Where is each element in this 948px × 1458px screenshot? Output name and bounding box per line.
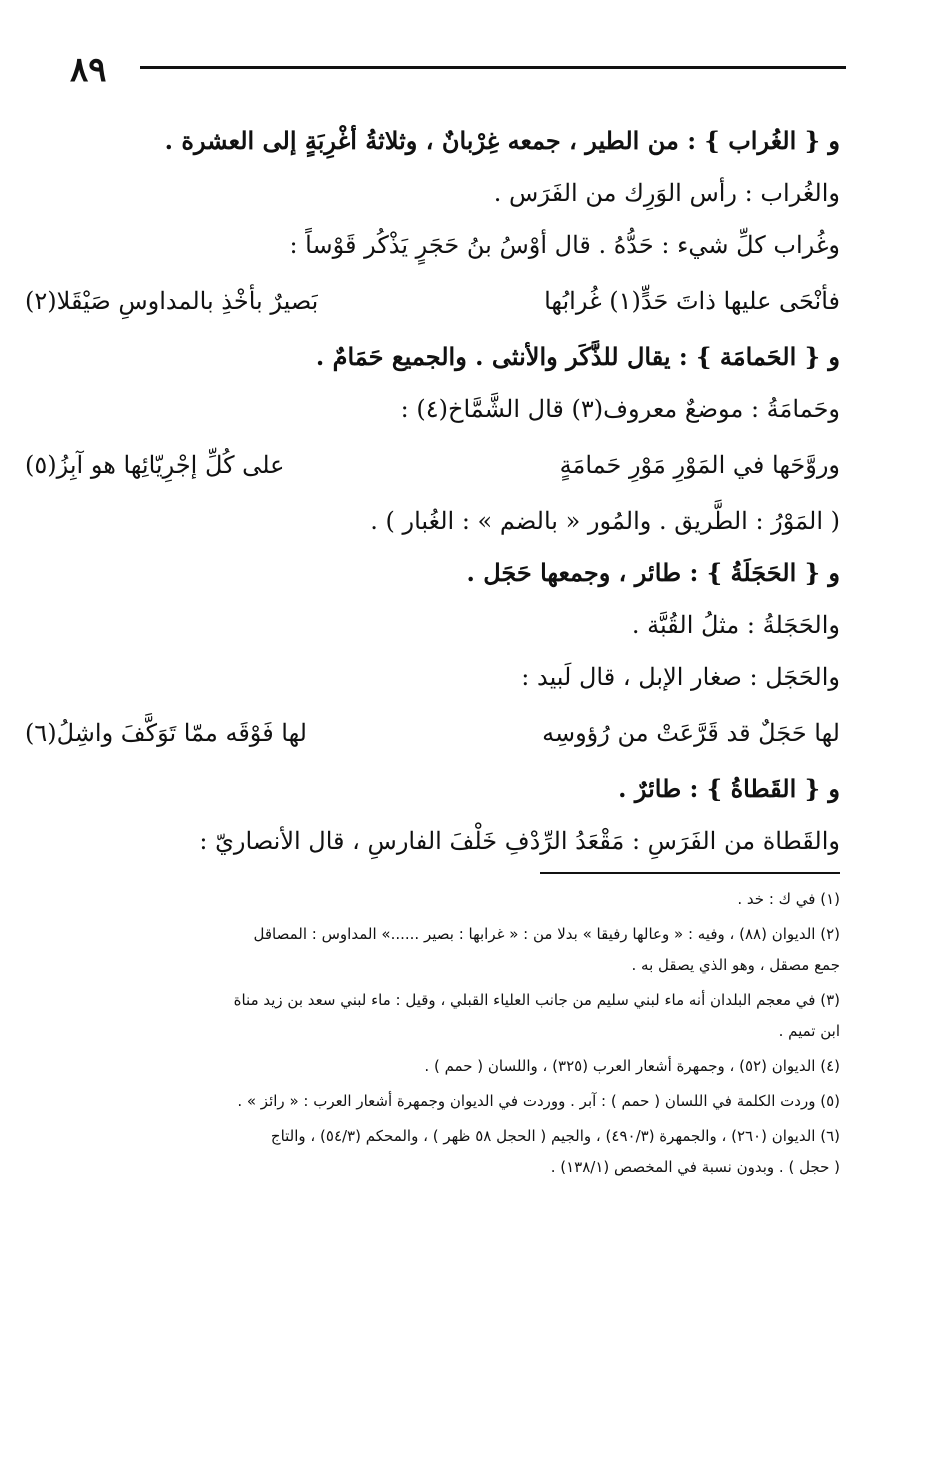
header-rule <box>140 66 846 69</box>
verse-first-hemistich: فأنْحَى عليها ذاتَ حَدٍّ(١) غُرابُها <box>544 287 840 315</box>
entry-line: و { الحَمامَة } : يقال للذَّكَر والأنثى . والجميع حَمَامٌ . <box>315 342 840 371</box>
entry-line: و { القَطاةُ } : طائرٌ . <box>618 774 840 803</box>
footnotes <box>85 884 840 1183</box>
verse-first-hemistich: وروَّحَها في المَوْرِ مَوْرِ حَمامَةٍ <box>559 451 840 479</box>
text-line: والغُراب : رأس الوَرِك من الفَرَس . <box>493 179 840 207</box>
verse-line <box>25 703 840 763</box>
entry-line: و { الحَجَلَةُ } : طائر ، وجمعها حَجَل . <box>466 558 840 587</box>
footnote-line: (٢) الديوان (٨٨) ، وفيه : « وعالها رفيقا » بدلا من : « غرابها : بصير ......» المداوس : المصاقل <box>253 925 840 943</box>
page-number: ٨٩ <box>70 50 107 90</box>
main-text <box>25 115 840 867</box>
text-line: وحَمامَةُ : موضعٌ معروف(٣) قال الشَّمَّاخ(٤) : <box>400 395 840 423</box>
page-header <box>70 50 846 90</box>
footnote-line: (٤) الديوان (٥٢) ، وجمهرة أشعار العرب (٣٢٥) ، واللسان ( حمم ) . <box>424 1057 840 1075</box>
footnote-line: ابن تميم . <box>778 1022 840 1040</box>
footnote-rule <box>540 872 840 874</box>
entry-line: و { الغُراب } : من الطير ، جمعه غِرْبانٌ ، وثلاثةُ أغْرِبَةٍ إلى العشرة . <box>164 126 840 155</box>
text-line: والحَجَل : صغار الإبل ، قال لَبيد : <box>521 663 840 691</box>
verse-line <box>25 271 840 331</box>
verse-line <box>25 435 840 495</box>
verse-second-hemistich: على كُلِّ إجْرِيّائِها هو آبِزُ(٥) <box>25 451 285 479</box>
footnote-line: جمع مصقل ، وهو الذي يصقل به . <box>631 956 840 974</box>
text-line: والحَجَلةُ : مثلُ القُبَّة . <box>631 611 840 639</box>
text-line: وغُراب كلِّ شيء : حَدُّهُ . قال أوْسُ بنُ حَجَرٍ يَذْكُر قَوْساً : <box>289 231 840 259</box>
text-line: والقَطاة من الفَرَسِ : مَقْعَدُ الرِّدْفِ خَلْفَ الفارسِ ، قال الأنصاريّ : <box>199 827 840 855</box>
footnote-line: (١) في ك : خد . <box>737 890 840 908</box>
footnote-line: (٥) وردت الكلمة في اللسان ( حمم ) : آبر . ووردت في الديوان وجمهرة أشعار العرب : « رائز » . <box>237 1092 840 1110</box>
footnote-line: (٦) الديوان (٢٦٠) ، والجمهرة (٤٩٠/٣) ، والجيم ( الحجل ٥٨ ظهر ) ، والمحكم (٥٤/٣) ، والتاج <box>270 1127 840 1145</box>
footnote-line: ( حجل ) . وبدون نسبة في المخصص (١٣٨/١) . <box>550 1158 840 1176</box>
text-line: ( المَوْرُ : الطَّريق . والمُور « بالضم » : الغُبار ) . <box>370 507 840 535</box>
verse-second-hemistich: بَصيرٌ بأخْذِ بالمداوسِ صَيْقَلا(٢) <box>25 287 319 315</box>
verse-second-hemistich: لها فَوْقَه ممّا تَوَكَّفَ واشِلُ(٦) <box>25 719 307 747</box>
footnote-line: (٣) في معجم البلدان أنه ماء لبني سليم من جانب العلياء القبلي ، وقيل : ماء لبني سعد بن زيد مناة <box>233 991 840 1009</box>
verse-first-hemistich: لها حَجَلٌ قد قَرَّعَتْ من رُؤوسِه <box>542 719 840 747</box>
